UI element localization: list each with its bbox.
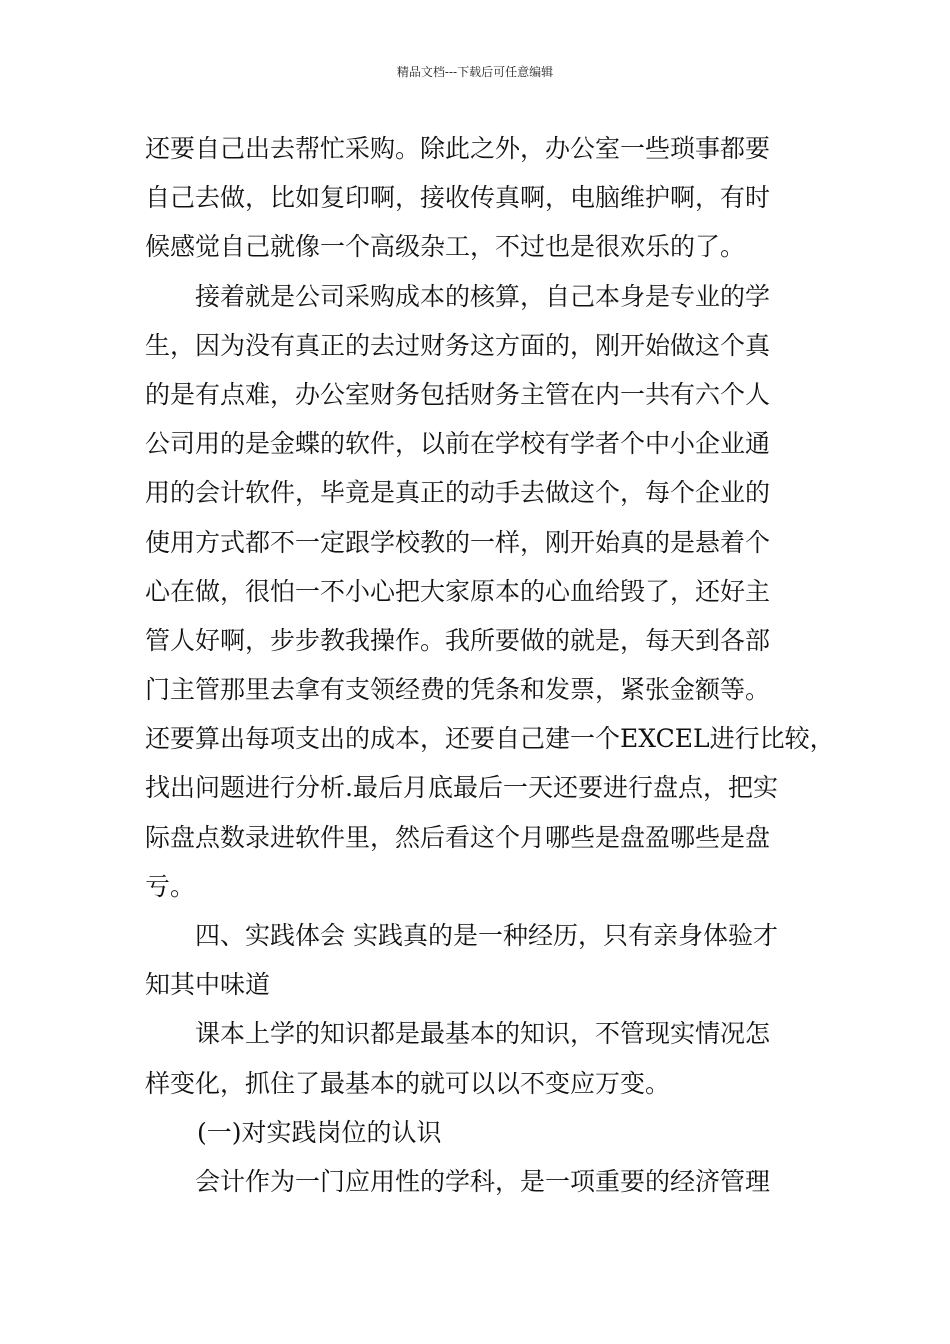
text-line: 使用方式都不一定跟学校教的一样，刚开始真的是悬着个 bbox=[145, 527, 771, 557]
text-line: 公司用的是金蝶的软件，以前在学校有学者个中小企业通 bbox=[145, 429, 771, 459]
text-line: 还要算出每项支出的成本，还要自己建一个EXCEL进行比较， bbox=[145, 724, 835, 754]
text-line: 亏。 bbox=[145, 871, 196, 901]
text-line: 心在做，很怕一不小心把大家原本的心血给毁了，还好主 bbox=[145, 576, 771, 606]
text-line: 知其中味道 bbox=[145, 970, 271, 1000]
text-line: 样变化，抓住了最基本的就可以以不变应万变。 bbox=[145, 1068, 671, 1098]
text-line: 际盘点数录进软件里，然后看这个月哪些是盘盈哪些是盘 bbox=[145, 822, 771, 852]
page-header: 精品文档---下载后可任意编辑 bbox=[396, 65, 554, 79]
text-line: 自己去做，比如复印啊，接收传真啊，电脑维护啊，有时 bbox=[145, 183, 771, 213]
text-line: 的是有点难，办公室财务包括财务主管在内一共有六个人 bbox=[145, 379, 771, 409]
section-heading-line: 四、实践体会 实践真的是一种经历，只有亲身体验才 bbox=[195, 921, 778, 950]
paragraph-start-line: 课本上学的知识都是最基本的知识，不管现实情况怎 bbox=[195, 1019, 771, 1049]
text-line: 门主管那里去拿有支领经费的凭条和发票，紧张金额等。 bbox=[145, 675, 771, 705]
text-line: 找出问题进行分析.最后月底最后一天还要进行盘点，把实 bbox=[145, 773, 778, 803]
subsection-heading-line: (一)对实践岗位的认识 bbox=[197, 1117, 442, 1147]
text-line: 还要自己出去帮忙采购。除此之外，办公室一些琐事都要 bbox=[145, 134, 771, 163]
text-line: 候感觉自己就像一个高级杂工，不过也是很欢乐的了。 bbox=[145, 232, 746, 262]
text-line: 管人好啊，步步教我操作。我所要做的就是，每天到各部 bbox=[145, 625, 771, 655]
paragraph-start-line: 会计作为一门应用性的学科，是一项重要的经济管理 bbox=[195, 1166, 771, 1196]
paragraph-start-line: 接着就是公司采购成本的核算，自己本身是专业的学 bbox=[195, 281, 771, 311]
text-line: 生，因为没有真正的去过财务这方面的，刚开始做这个真 bbox=[145, 330, 771, 360]
document-body bbox=[145, 124, 835, 1206]
text-line: 用的会计软件，毕竟是真正的动手去做这个，每个企业的 bbox=[145, 478, 771, 508]
